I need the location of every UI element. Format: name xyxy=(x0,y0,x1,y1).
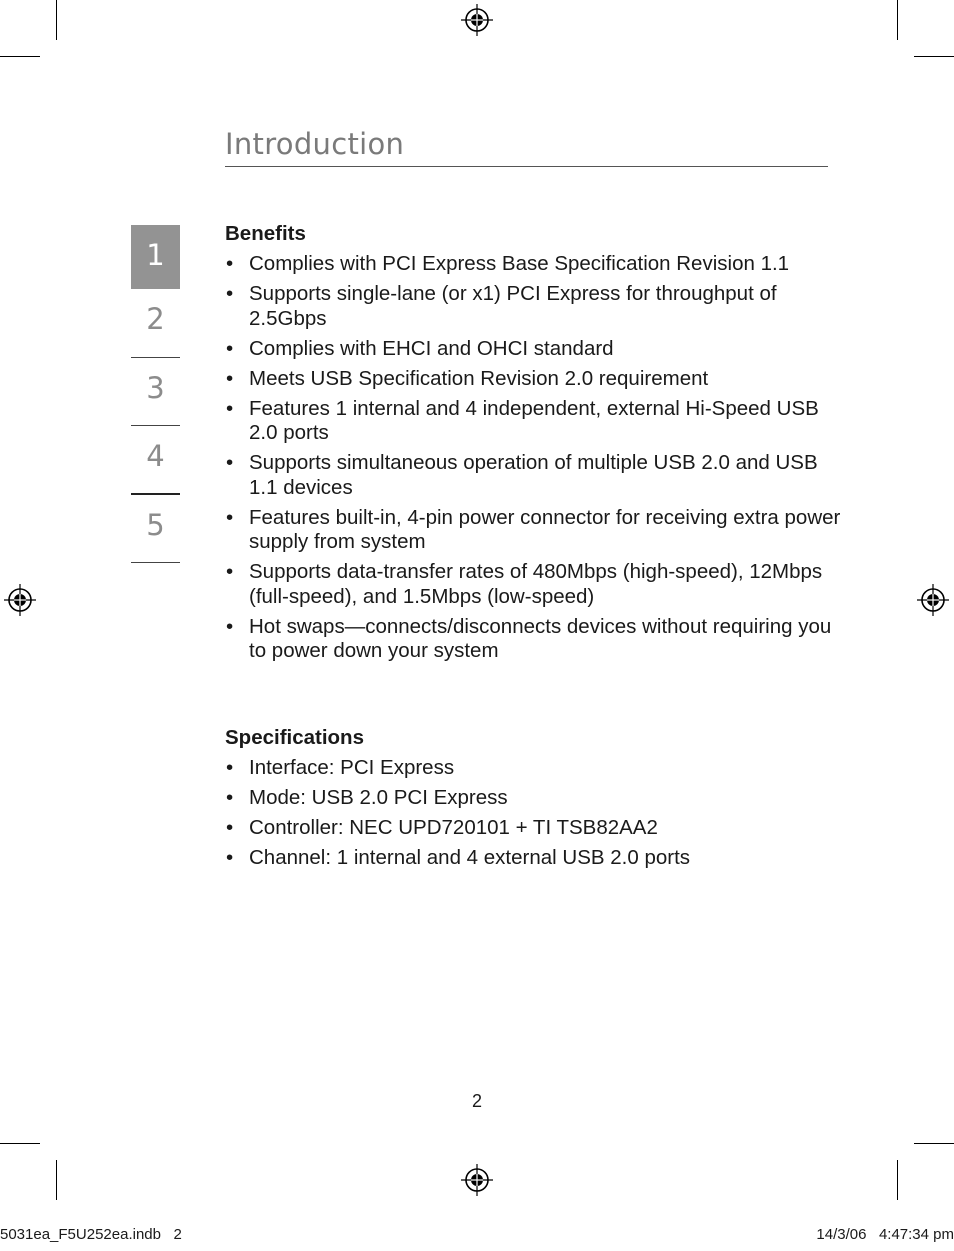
registration-mark-icon xyxy=(4,584,36,616)
print-slug-timestamp: 14/3/06 4:47:34 pm xyxy=(816,1226,954,1243)
list-item: • Interface: PCI Express xyxy=(225,756,845,781)
crop-mark xyxy=(914,56,954,57)
list-item: • Complies with EHCI and OHCI standard xyxy=(225,337,845,362)
chapter-tab-label: 3 xyxy=(146,370,165,405)
registration-mark-icon xyxy=(461,4,493,36)
chapter-tab-2[interactable] xyxy=(131,289,180,358)
list-item: • Supports data-transfer rates of 480Mbps (high-speed), 12Mbps (full-speed), and 1.5Mbps (low-speed) xyxy=(225,560,845,609)
list-item: • Features built-in, 4-pin power connector for receiving extra power supply from system xyxy=(225,506,845,555)
crop-mark xyxy=(897,1160,898,1200)
registration-mark-icon xyxy=(917,584,949,616)
list-item: • Mode: USB 2.0 PCI Express xyxy=(225,786,845,811)
page-title: Introduction xyxy=(225,127,405,161)
list-item: • Controller: NEC UPD720101 + TI TSB82AA2 xyxy=(225,816,845,841)
crop-mark xyxy=(0,56,40,57)
chapter-tab-1[interactable] xyxy=(131,225,180,289)
list-item: • Channel: 1 internal and 4 external USB 2.0 ports xyxy=(225,846,845,871)
crop-mark xyxy=(0,1143,40,1144)
list-item: • Supports single-lane (or x1) PCI Express for throughput of 2.5Gbps xyxy=(225,282,845,331)
list-item: • Hot swaps—connects/disconnects devices without requiring you to power down your system xyxy=(225,615,845,664)
chapter-tab-5[interactable] xyxy=(131,495,180,564)
list-item: • Features 1 internal and 4 independent, external Hi-Speed USB 2.0 ports xyxy=(225,397,845,446)
specifications-heading: Specifications xyxy=(225,726,364,749)
print-slug-filename: 5031ea_F5U252ea.indb 2 xyxy=(0,1226,182,1243)
specifications-list xyxy=(225,756,845,876)
benefits-heading: Benefits xyxy=(225,222,306,245)
crop-mark xyxy=(914,1143,954,1144)
chapter-tab-label: 2 xyxy=(146,302,165,336)
crop-mark xyxy=(56,1160,57,1200)
list-item: • Meets USB Specification Revision 2.0 requirement xyxy=(225,367,845,392)
chapter-tab-label: 1 xyxy=(146,238,165,272)
registration-mark-icon xyxy=(461,1164,493,1196)
chapter-tab-4[interactable] xyxy=(131,426,180,495)
chapter-tab-label: 5 xyxy=(146,507,165,542)
chapter-tabs xyxy=(131,225,180,563)
crop-mark xyxy=(897,0,898,40)
crop-mark xyxy=(56,0,57,40)
list-item: • Complies with PCI Express Base Specification Revision 1.1 xyxy=(225,252,845,277)
list-item: • Supports simultaneous operation of multiple USB 2.0 and USB 1.1 devices xyxy=(225,451,845,500)
chapter-tab-label: 4 xyxy=(146,439,165,473)
page-number: 2 xyxy=(471,1091,482,1111)
title-divider xyxy=(225,166,828,167)
benefits-list xyxy=(225,252,845,669)
chapter-tab-3[interactable] xyxy=(131,358,180,427)
